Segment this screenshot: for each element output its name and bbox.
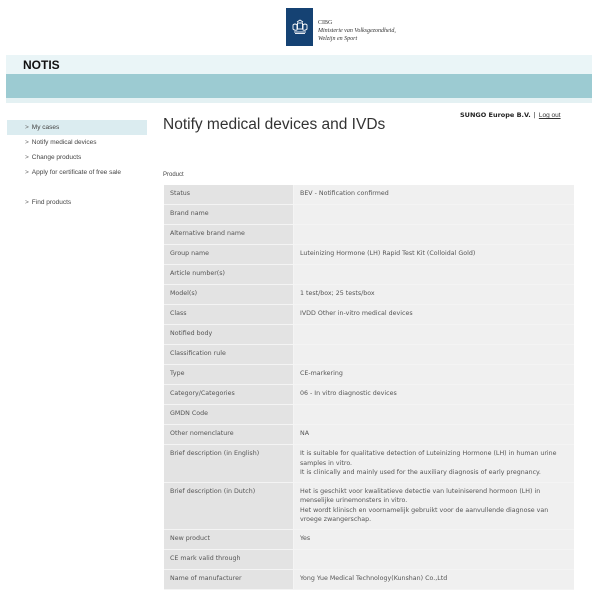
row-value — [294, 225, 575, 245]
table-row-brand-name — [164, 205, 574, 225]
sidebar-item-label: Change products — [31, 154, 82, 161]
row-value — [294, 569, 575, 589]
row-value — [294, 529, 575, 549]
row-value-text: It is clinically and mainly used for the auxiliary diagnosis of early pregnancy. — [300, 469, 541, 476]
sidebar-nav — [7, 120, 147, 210]
row-label: Other nomenclature — [164, 425, 294, 445]
chevron-right-icon: > — [25, 199, 29, 206]
table-row-classification-rule — [164, 345, 574, 365]
row-label: Group name — [164, 245, 294, 265]
table-row-type — [164, 365, 574, 385]
row-value-text: IVDD Other in-vitro medical devices — [300, 310, 413, 317]
row-value-text: 06 - In vitro diagnostic devices — [300, 390, 397, 397]
row-value-text: BEV - Notification confirmed — [300, 190, 389, 197]
row-value-text: Yong Yue Medical Technology(Kunshan) Co.,Ltd — [300, 574, 448, 582]
row-value — [294, 445, 575, 483]
logo-text — [318, 19, 396, 43]
table-row-manufacturer — [164, 569, 574, 589]
row-value — [294, 325, 575, 345]
section-label-product: Product — [163, 172, 184, 178]
row-label: Classification rule — [164, 345, 294, 365]
table-row-description-english — [164, 445, 574, 483]
row-value-text: NA — [300, 430, 310, 437]
table-row-alternative-brand-name — [164, 225, 574, 245]
row-label: Brief description (in English) — [164, 445, 294, 483]
row-value — [294, 549, 575, 569]
row-value-text: 1 test/box; 25 tests/box — [300, 290, 375, 297]
chevron-right-icon: > — [25, 139, 29, 146]
row-value — [294, 365, 575, 385]
row-label: Brief description (in Dutch) — [164, 482, 294, 529]
row-value-text: CE-markering — [300, 370, 343, 377]
row-value — [294, 482, 575, 529]
row-label: Alternative brand name — [164, 225, 294, 245]
row-label: Article number(s) — [164, 265, 294, 285]
row-value — [294, 285, 575, 305]
row-value-text: It is suitable for qualitative detection of Luteinizing Hormone (LH) in human urine samples in vitro. — [300, 450, 557, 467]
row-label: New product — [164, 529, 294, 549]
row-value — [294, 345, 575, 365]
logo-line-1: CIBG — [318, 20, 333, 26]
sidebar-item-change-products[interactable] — [7, 150, 147, 165]
table-row-group-name — [164, 245, 574, 265]
row-value-text: Luteinizing Hormone (LH) Rapid Test Kit (Colloidal Gold) — [300, 250, 476, 257]
header-band — [6, 74, 592, 98]
row-value — [294, 405, 575, 425]
header-band-bottom — [6, 98, 592, 103]
row-value — [294, 385, 575, 405]
row-value — [294, 185, 575, 205]
row-label: Brand name — [164, 205, 294, 225]
table-row-categories — [164, 385, 574, 405]
table-row-ce-mark-valid-through — [164, 549, 574, 569]
page-title: Notify medical devices and IVDs — [163, 116, 386, 133]
table-row-status — [164, 185, 574, 205]
table-row-models — [164, 285, 574, 305]
sidebar-item-label: Apply for certificate of free sale — [31, 169, 122, 176]
table-row-other-nomenclature — [164, 425, 574, 445]
row-label: GMDN Code — [164, 405, 294, 425]
chevron-right-icon: > — [25, 169, 29, 176]
sidebar-item-notify-medical-devices[interactable] — [7, 135, 147, 150]
row-label: Class — [164, 305, 294, 325]
table-row-class — [164, 305, 574, 325]
row-label: Category/Categories — [164, 385, 294, 405]
user-area — [460, 111, 561, 119]
row-value — [294, 205, 575, 225]
sidebar-item-label: My cases — [31, 124, 60, 131]
separator: | — [533, 111, 536, 119]
row-value — [294, 425, 575, 445]
app-bar — [6, 55, 592, 74]
coat-of-arms-icon — [286, 8, 313, 46]
sidebar-item-apply-certificate[interactable] — [7, 165, 147, 180]
sidebar-item-label: Find products — [31, 199, 72, 206]
cibg-logo — [286, 8, 396, 46]
logo-line-2: Ministerie van Volksgezondheid, — [318, 28, 396, 34]
table-row-description-dutch — [164, 482, 574, 529]
table-row-gmdn-code — [164, 405, 574, 425]
app-title: NOTIS — [23, 58, 60, 72]
table-row-new-product — [164, 529, 574, 549]
row-value — [294, 305, 575, 325]
logout-link[interactable]: Log out — [538, 112, 561, 119]
row-label: Status — [164, 185, 294, 205]
sidebar-item-my-cases[interactable] — [7, 120, 147, 135]
row-value — [294, 245, 575, 265]
sidebar-item-find-products[interactable] — [7, 195, 147, 210]
row-label: Type — [164, 365, 294, 385]
table-row-article-numbers — [164, 265, 574, 285]
row-label: Model(s) — [164, 285, 294, 305]
row-label: CE mark valid through — [164, 549, 294, 569]
chevron-right-icon: > — [25, 124, 29, 131]
organization-name: SUNGO Europe B.V. — [460, 111, 531, 119]
row-label: Notified body — [164, 325, 294, 345]
row-value-text: Het wordt klinisch en voornamelijk gebruikt voor de aanvullende diagnose van vroege zwangerschap. — [300, 506, 549, 523]
row-label: Name of manufacturer — [164, 569, 294, 589]
sidebar-item-label: Notify medical devices — [31, 139, 97, 146]
product-details-table — [164, 185, 574, 590]
chevron-right-icon: > — [25, 154, 29, 161]
row-value-text: Yes — [300, 534, 311, 542]
row-value — [294, 265, 575, 285]
table-row-notified-body — [164, 325, 574, 345]
row-value-text: Het is geschikt voor kwalitatieve detectie van luteiniserend hormoon (LH) in menselijke urinemonsters in vitro. — [300, 487, 541, 504]
logo-line-3: Welzijn en Sport — [318, 36, 358, 42]
